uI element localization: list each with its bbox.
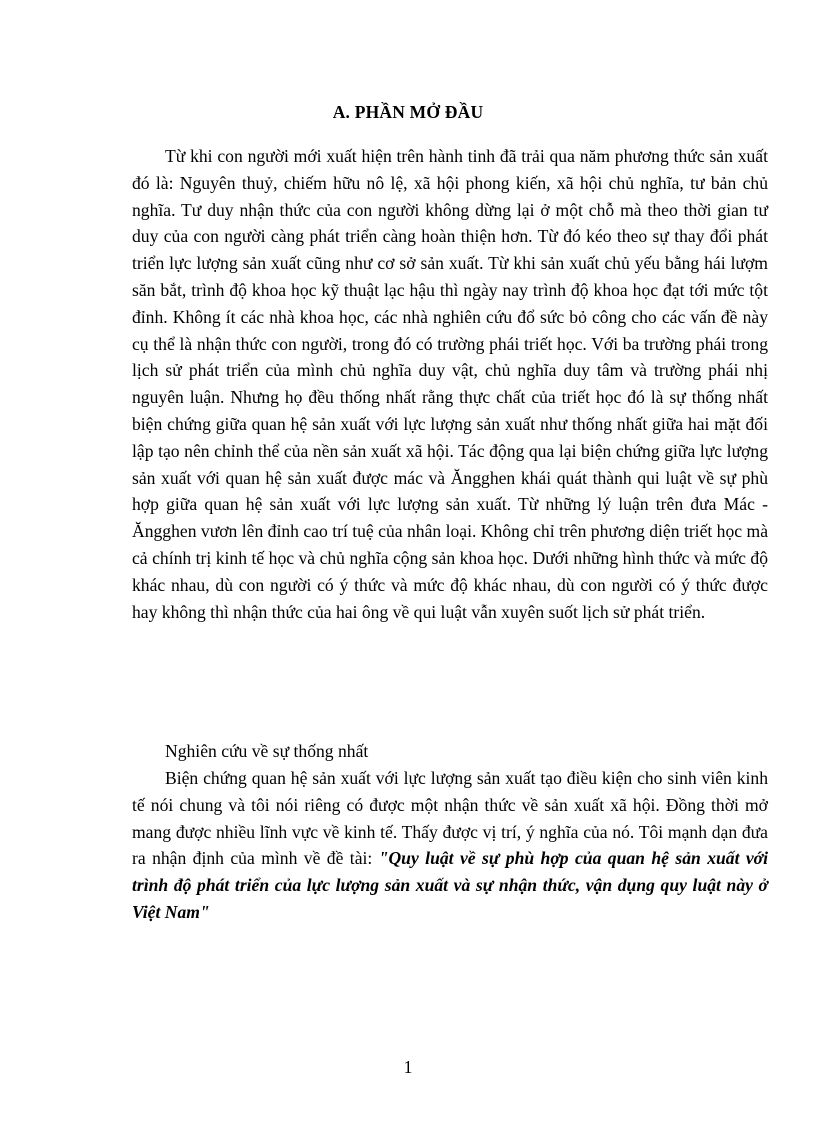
topic-title: "Quy luật về sự phù hợp của quan hệ sản xuất với trình độ phát triển của lực lượng sản xuất và sự nhận thức, vận dụng quy luật này ở Việt Nam" — [132, 848, 769, 922]
intro-paragraph: Từ khi con người mới xuất hiện trên hành tinh đã trải qua năm phương thức sản xuất đó là: Nguyên thuỷ, chiếm hữu nô lệ, xã hội phong kiến, xã hội chủ nghĩa, tư bản chủ nghĩa. Tư duy nhận thức của con người không dừng lại ở một chỗ mà theo thời gian tư duy của con người càng phát triển càng hoàn thiện hơn. Từ đó kéo theo sự thay đổi phát triển lực lượng sản xuất cũng như cơ sở sản xuất. Từ khi sản xuất chủ yếu bằng hái lượm săn bắt, trình độ khoa học kỹ thuật lạc hậu thì ngày nay trình độ khoa học đạt tới mức tột đỉnh. Không ít các nhà khoa học, các nhà nghiên cứu đổ sức bỏ công cho các vấn đề này cụ thể là nhận thức con người, trong đó có trường phái triết học. Với ba trường phái trong lịch sử phát triển của mình chủ nghĩa duy vật, chủ nghĩa duy tâm và trường phái nhị nguyên luận. Nhưng họ đều thống nhất rằng thực chất của triết học đó là sự thống nhất biện chứng giữa quan hệ sản xuất với lực lượng sản xuất như thống nhất giữa hai mặt đối lập tạo nên chỉnh thể của nền sản xuất xã hội. Tác động qua lại biện chứng giữa lực lượng sản xuất với quan hệ sản xuất được mác và Ăngghen khái quát thành qui luật về sự phù hợp giữa quan hệ sản xuất với lực lượng sản xuất. Từ những lý luận trên đưa Mác - Ăngghen vươn lên đỉnh cao trí tuệ của nhân loại. Không chỉ trên phương diện triết học mà cả chính trị kinh tế học và chủ nghĩa cộng sản khoa học. Dưới những hình thức và mức độ khác nhau, dù con người có ý thức và mức độ khác nhau, dù con người có ý thức được hay không thì nhận thức của hai ông về qui luật vẫn xuyên suốt lịch sử phát triển. — [132, 146, 768, 622]
topic-intro-text: Biện chứng quan hệ sản xuất với lực lượng sản xuất tạo điều kiện cho sinh viên kinh tế nói chung và tôi nói riêng có được một nhận thức về sản xuất xã hội. Đồng thời mở mang được nhiều lĩnh vực về kinh tế. Thấy được vị trí, ý nghĩa của nó. Tôi mạnh dạn đưa ra nhận định của mình về đề tài: — [132, 768, 768, 869]
section-heading: A. PHẦN MỞ ĐẦU — [332, 102, 484, 122]
research-subheading: Nghiên cứu về sự thống nhất — [165, 741, 369, 761]
page-number: 1 — [403, 1057, 413, 1077]
topic-paragraph — [132, 765, 768, 926]
